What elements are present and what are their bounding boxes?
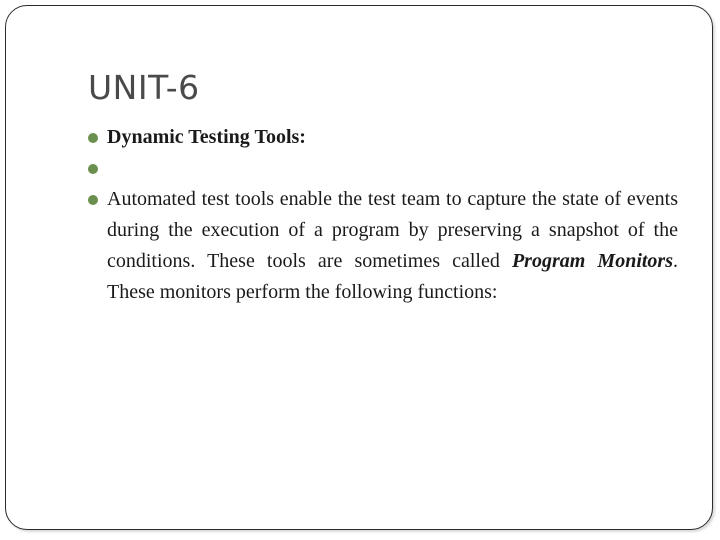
paragraph-emphasis: Program Monitors: [511, 250, 673, 272]
slide-frame: [5, 5, 713, 530]
bullet-list: [88, 122, 678, 308]
bullet-item-paragraph: [88, 184, 678, 308]
slide-title: UNIT-6: [88, 68, 200, 107]
bullet-dot-icon: [88, 195, 98, 205]
bullet-dot-icon: [88, 164, 98, 174]
bullet-item-heading: [88, 122, 678, 153]
bullet-heading-text: Dynamic Testing Tools:: [107, 126, 306, 148]
bullet-dot-icon: [88, 133, 98, 143]
paragraph-text-part2: . These monitors perform the following functions:: [107, 250, 678, 303]
bullet-item-empty: [88, 153, 678, 184]
paragraph-text-part1: Automated test tools enable the test team to capture the state of events during the execution of a program by preserving a snapshot of the conditions. These tools are sometimes called: [107, 188, 678, 272]
